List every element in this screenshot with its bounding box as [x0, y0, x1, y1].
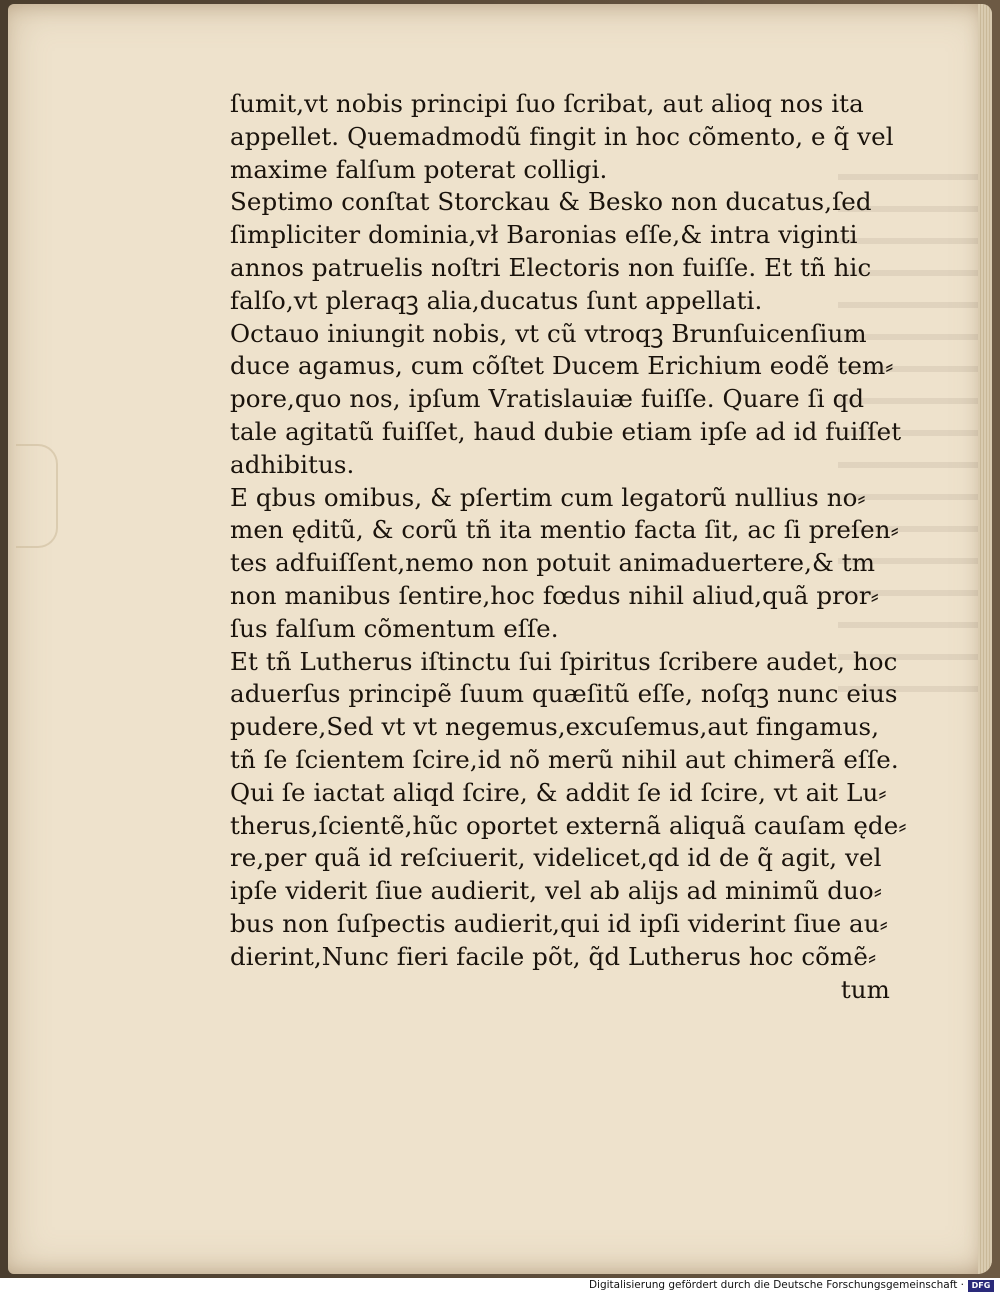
text-line: bus non ſuſpectis audierit,qui id ipſi viderint ſiue au⸗ — [230, 908, 888, 938]
text-line: pudere,Sed vt vt negemus,excuſemus,aut fingamus, — [230, 712, 880, 742]
text-line: pore,quo nos, ipſum Vratislauiæ fuiſſe. Quare ſi qd — [230, 384, 865, 414]
text-line: E qbus omibus, & pſertim cum legatorũ nullius no⸗ — [230, 482, 866, 512]
text-line: dierint,Nunc fieri facile põt, q̃d Lutherus hoc cõmẽ⸗ — [230, 941, 877, 971]
footer-bar — [0, 1278, 1000, 1295]
text-line: aduerſus principẽ ſuum quæſitũ eſſe, noſqꝫ nunc eius — [230, 679, 898, 709]
text-line: re,per quã id reſciuerit, videlicet,qd id de q̃ agit, vel — [230, 843, 882, 873]
text-line: Septimo conſtat Storckau & Besko non ducatus,ſed — [230, 187, 872, 217]
page-fore-edge — [978, 4, 992, 1274]
text-line: Qui ſe iactat aliqd ſcire, & addit ſe id ſcire, vt ait Lu⸗ — [230, 777, 887, 807]
text-line: duce agamus, cum cõſtet Ducem Erichium eodẽ tem⸗ — [230, 351, 894, 381]
text-line: falſo,vt pleraqꝫ alia,ducatus ſunt appellati. — [230, 285, 763, 315]
text-line: adhibitus. — [230, 449, 355, 479]
text-line: appellet. Quemadmodũ fingit in hoc cõmento, e q̃ vel — [230, 121, 894, 151]
text-line: Et tñ Lutherus iſtinctu ſui ſpiritus ſcribere audet, hoc — [230, 646, 898, 676]
funding-credit: Digitalisierung gefördert durch die Deutsche Forschungsgemeinschaft · — [588, 1279, 964, 1291]
text-line: men ęditũ, & corũ tñ ita mentio facta ſit, ac ſi preſen⸗ — [230, 515, 899, 545]
text-line: tale agitatũ fuiſſet, haud dubie etiam ipſe ad id fuiſſet — [230, 416, 902, 446]
dfg-logo: DFG — [968, 1280, 994, 1292]
text-line: non manibus ſentire,hoc fœdus nihil aliud,quã pror⸗ — [230, 580, 879, 610]
text-line: therus,ſcientẽ,hũc oportet externã aliquã cauſam ęde⸗ — [230, 810, 907, 840]
text-line: ſus falſum cõmentum eſſe. — [230, 613, 559, 643]
text-line: ſumit,vt nobis principi ſuo ſcribat, aut alioq nos ita — [230, 89, 864, 118]
text-line: annos patruelis noſtri Electoris non fuiſſe. Et tñ hic — [230, 252, 872, 282]
text-line: tes adfuiſſent,nemo non potuit animaduertere,& tm — [230, 548, 876, 578]
text-line: ipſe viderit ſiue audierit, vel ab alijs ad minimũ duo⸗ — [230, 876, 882, 906]
body-text — [230, 88, 907, 1006]
text-line: ſimpliciter dominia,vł Baronias eſſe,& intra viginti — [230, 220, 858, 250]
text-line: tñ ſe ſcientem ſcire,id nõ merũ nihil aut chimerã eſſe. — [230, 744, 899, 774]
text-line: maxime falſum poterat colligi. — [230, 154, 608, 184]
page-tab-mark — [16, 444, 58, 548]
catchword: tum — [840, 974, 890, 1004]
text-line: Octauo iniungit nobis, vt cũ vtroqꝫ Brunſuicenſium — [230, 318, 867, 348]
